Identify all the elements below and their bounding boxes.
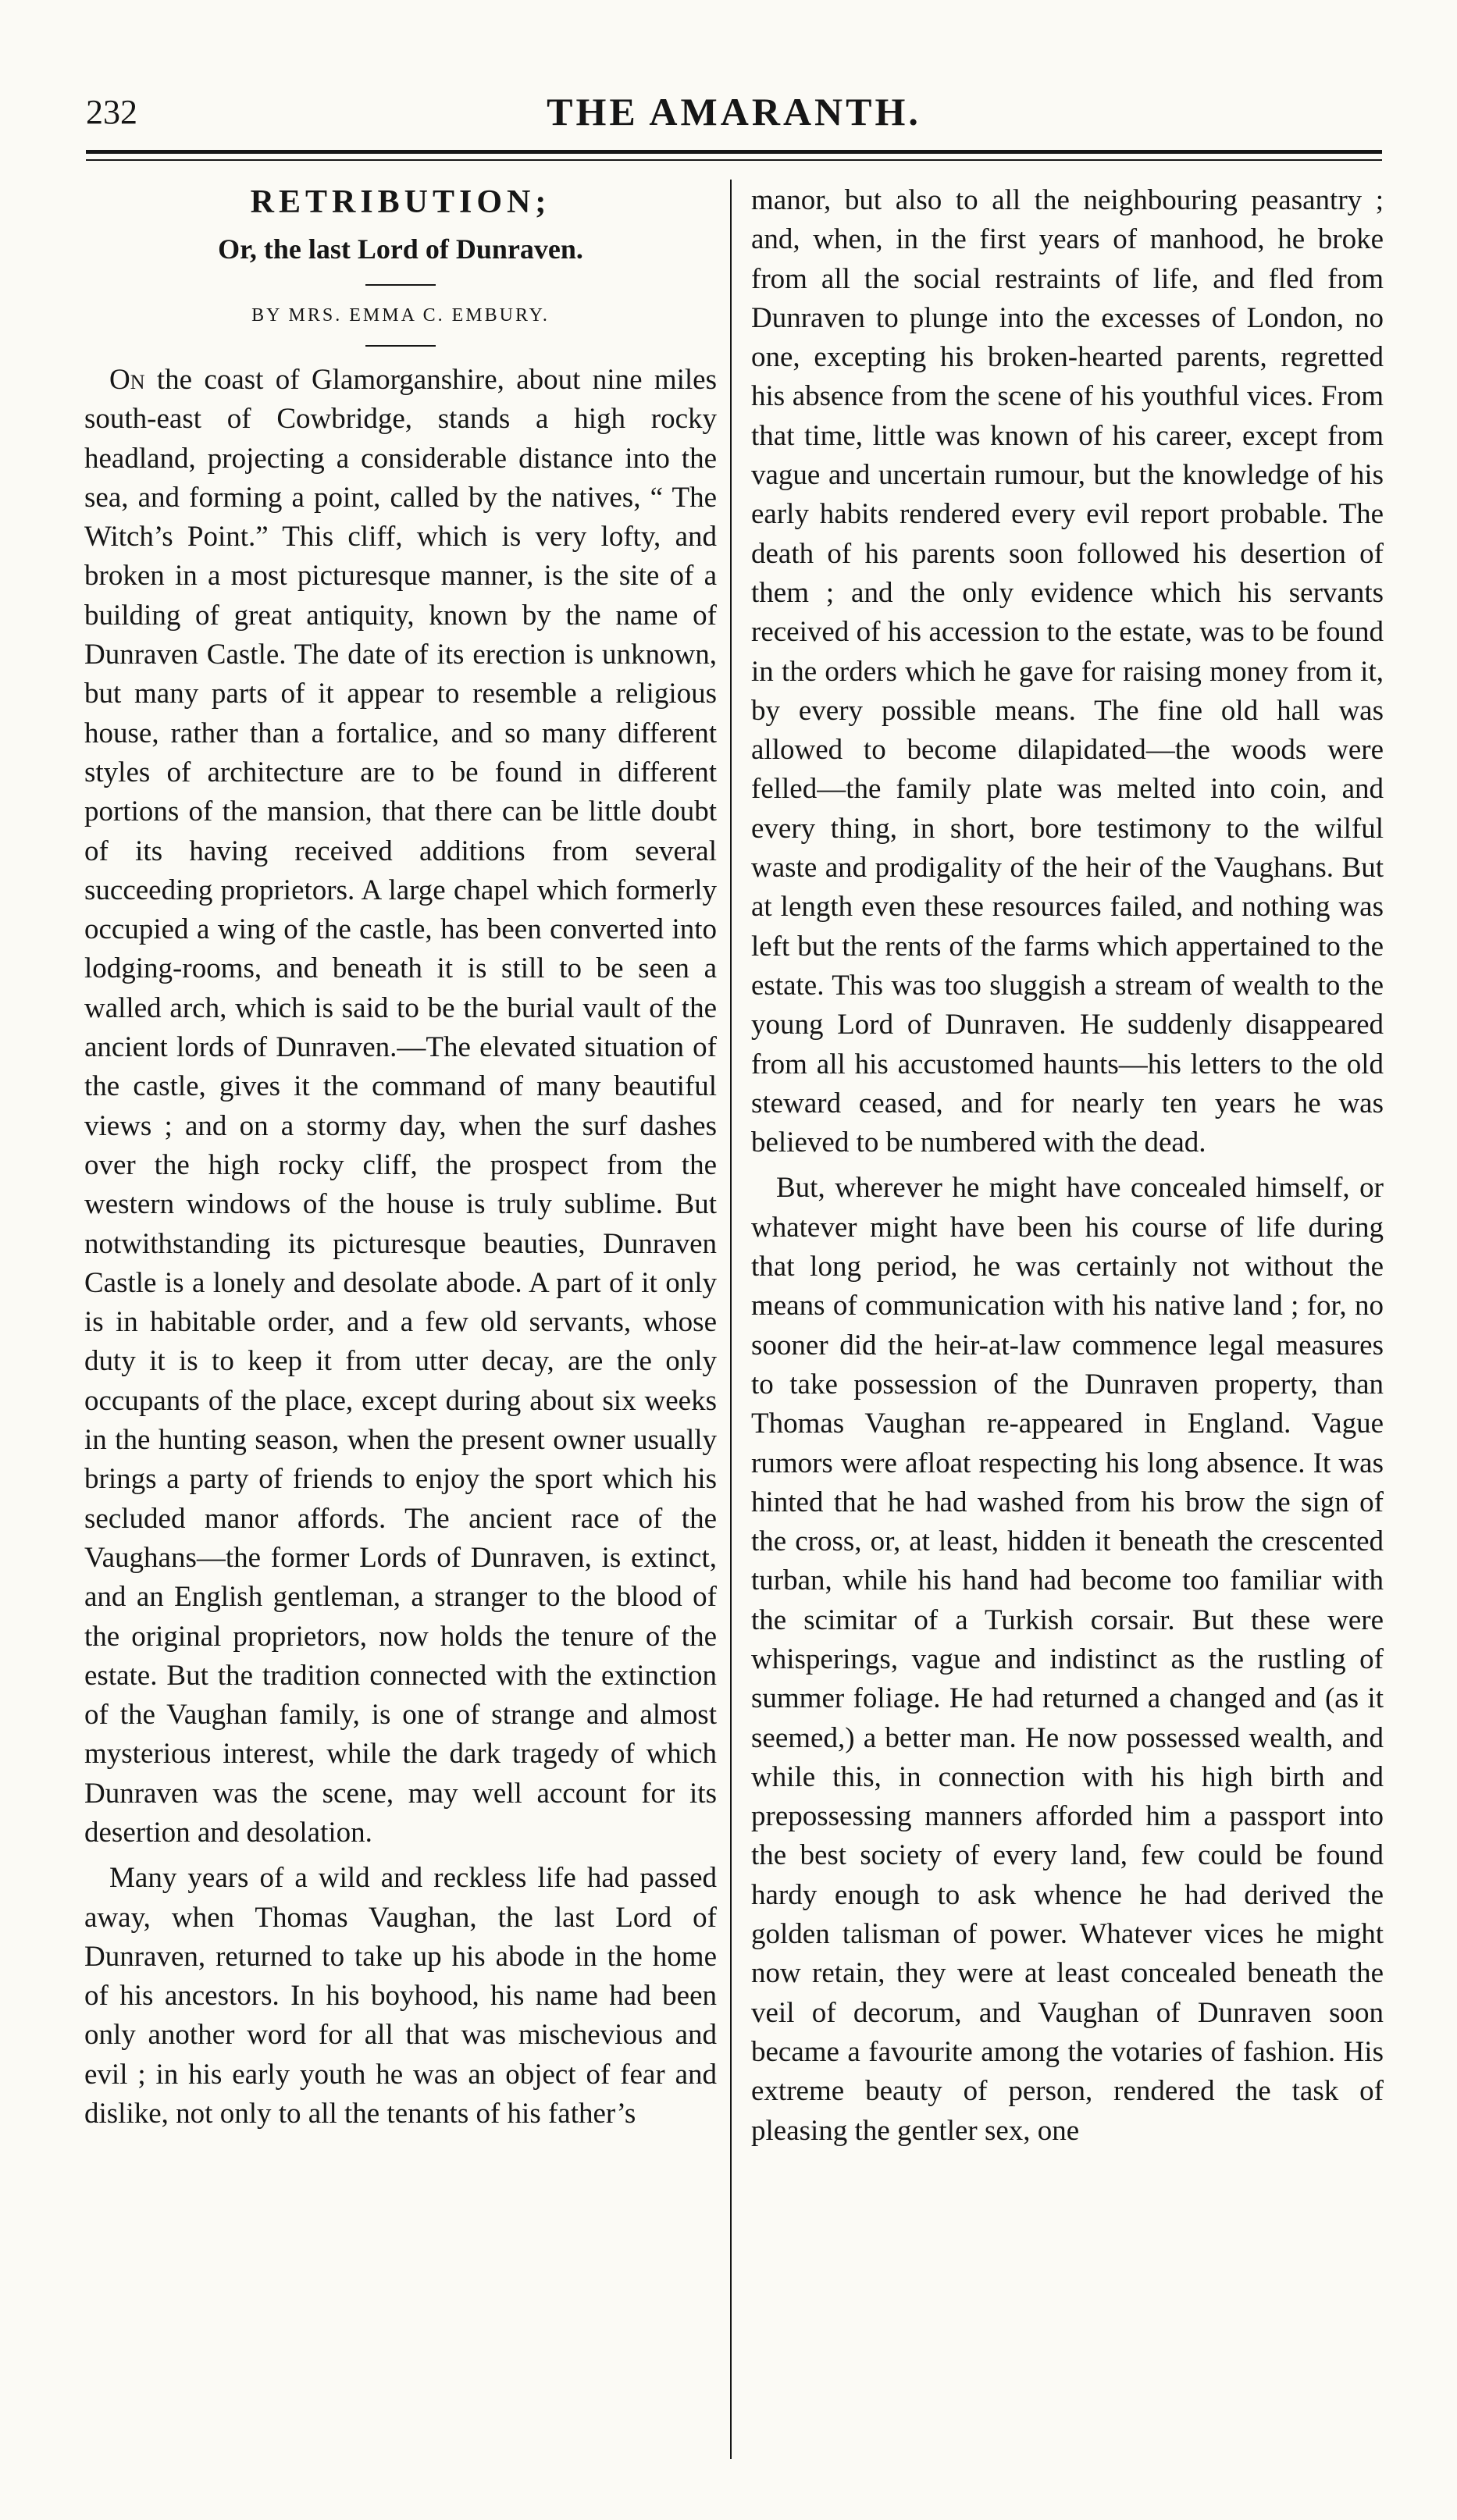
header-rule-thin: [86, 159, 1382, 161]
column-divider: [730, 180, 732, 2459]
paragraph-opening-word: On: [109, 364, 145, 396]
page-number: 232: [86, 93, 137, 131]
article-title: RETRIBUTION;: [250, 184, 551, 220]
byline-rule: [365, 345, 436, 347]
paragraph: Many years of a wild and reckless life had passed away, when Thomas Vaughan, the last Lord of Dunraven, returned to take up his abode in the home of his ancestors. In his boyhood, his name had been only another word for all that was mischevious and evil ; in his early youth he was an object of fear and dislike, not only to all the tenants of his father’s: [84, 1862, 717, 2130]
left-column: [84, 181, 717, 2468]
article-subtitle: Or, the last Lord of Dunraven.: [218, 233, 583, 265]
page-header: [86, 92, 1382, 155]
paragraph: But, wherever he might have concealed himself, or whatever might have been his course of life during that long period, he was certainly not without the means of communication with his native land ; for, no sooner did the heir-at-law commence legal measures to take possession of the Dunraven property, than Thomas Vaughan re-appeared in England. Vague rumors were afloat respecting his long absence. It was hinted that he had washed from his brow the sign of the cross, or, at least, hidden it beneath the crescented turban, while his hand had become too familiar with the scimitar of a Turkish corsair. But these were whisperings, vague and indistinct as the rustling of summer foliage. He had returned a changed and (as it seemed,) a better man. He now possessed wealth, and while this, in connection with his high birth and prepossessing manners afforded him a passport into the best society of every land, few could be found hardy enough to ask whence he had derived the golden talisman of power. Whatever vices he might now retain, they were at least concealed beneath the veil of decorum, and Vaughan of Dunraven soon became a favourite among the votaries of fashion. His extreme beauty of person, rendered the task of pleasing the gentler sex, one: [751, 1172, 1384, 2147]
running-title: THE AMARANTH.: [547, 90, 921, 133]
article-byline: BY MRS. EMMA C. EMBURY.: [251, 305, 550, 326]
right-column: [751, 181, 1384, 2468]
paragraph-text: the coast of Glamorganshire, about nine miles south-east of Cowbridge, stands a high rocky headland, projecting a considerable distance into the sea, and forming a point, called by the natives, “ The Witch’s Point.” This cliff, which is very lofty, and broken in a most picturesque manner, is the site of a building of great antiquity, known by the name of Dunraven Castle. The date of its erection is unknown, but many parts of it appear to resemble a religious house, rather than a fortalice, and so many different styles of architecture are to be found in different portions of the mansion, that there can be little doubt of its having received additions from several succeeding proprietors. A large chapel which formerly occupied a wing of the castle, has been converted into lodging-rooms, and beneath it is still to be seen a walled arch, which is said to be the burial vault of the ancient lords of Dunraven.—The elevated situation of the castle, gives it the command of many beautiful views ; and on a stormy day, when the surf dashes over the high rocky cliff, the prospect from the western windows of the house is truly sublime. But notwithstanding its picturesque beauties, Dunraven Castle is a lonely and desolate abode. A part of it only is in habitable order, and a few old servants, whose duty it is to keep it from utter decay, are the only occupants of the place, except during about six weeks in the hunting season, when the present owner usually brings a party of friends to enjoy the sport which his secluded manor affords. The ancient race of the Vaughans—the former Lords of Dunraven, is extinct, and an English gentleman, a stranger to the blood of the original proprietors, now holds the tenure of the estate. But the tradition connected with the extinction of the Vaughan family, is one of strange and almost mysterious interest, while the dark tragedy of which Dunraven was the scene, may well account for its desertion and desolation.: [84, 364, 717, 1849]
paragraph: [84, 361, 717, 1853]
header-rule-thick: [86, 150, 1382, 154]
title-rule: [365, 284, 436, 286]
paragraph: manor, but also to all the neighbouring peasantry ; and, when, in the first years of manhood, he broke from all the social restraints of life, and fled from Dunraven to plunge into the excesses of London, no one, excepting his broken-hearted parents, regretted his absence from the scene of his youthful vices. From that time, little was known of his career, except from vague and uncertain rumour, but the knowledge of his early habits rendered every evil report probable. The death of his parents soon followed his desertion of them ; and the only evidence which his servants received of his accession to the estate, was to be found in the orders which he gave for raising money from it, by every possible means. The fine old hall was allowed to become dilapidated—the woods were felled—the family plate was melted into coin, and every thing, in short, bore testimony to the wilful waste and prodigality of the heir of the Vaughans. But at length even these resources failed, and nothing was left but the rents of the farms which appertained to the estate. This was too sluggish a stream of wealth to the young Lord of Dunraven. He suddenly disappeared from all his accustomed haunts—his letters to the old steward ceased, and for nearly ten years he was believed to be numbered with the dead.: [751, 184, 1384, 1159]
